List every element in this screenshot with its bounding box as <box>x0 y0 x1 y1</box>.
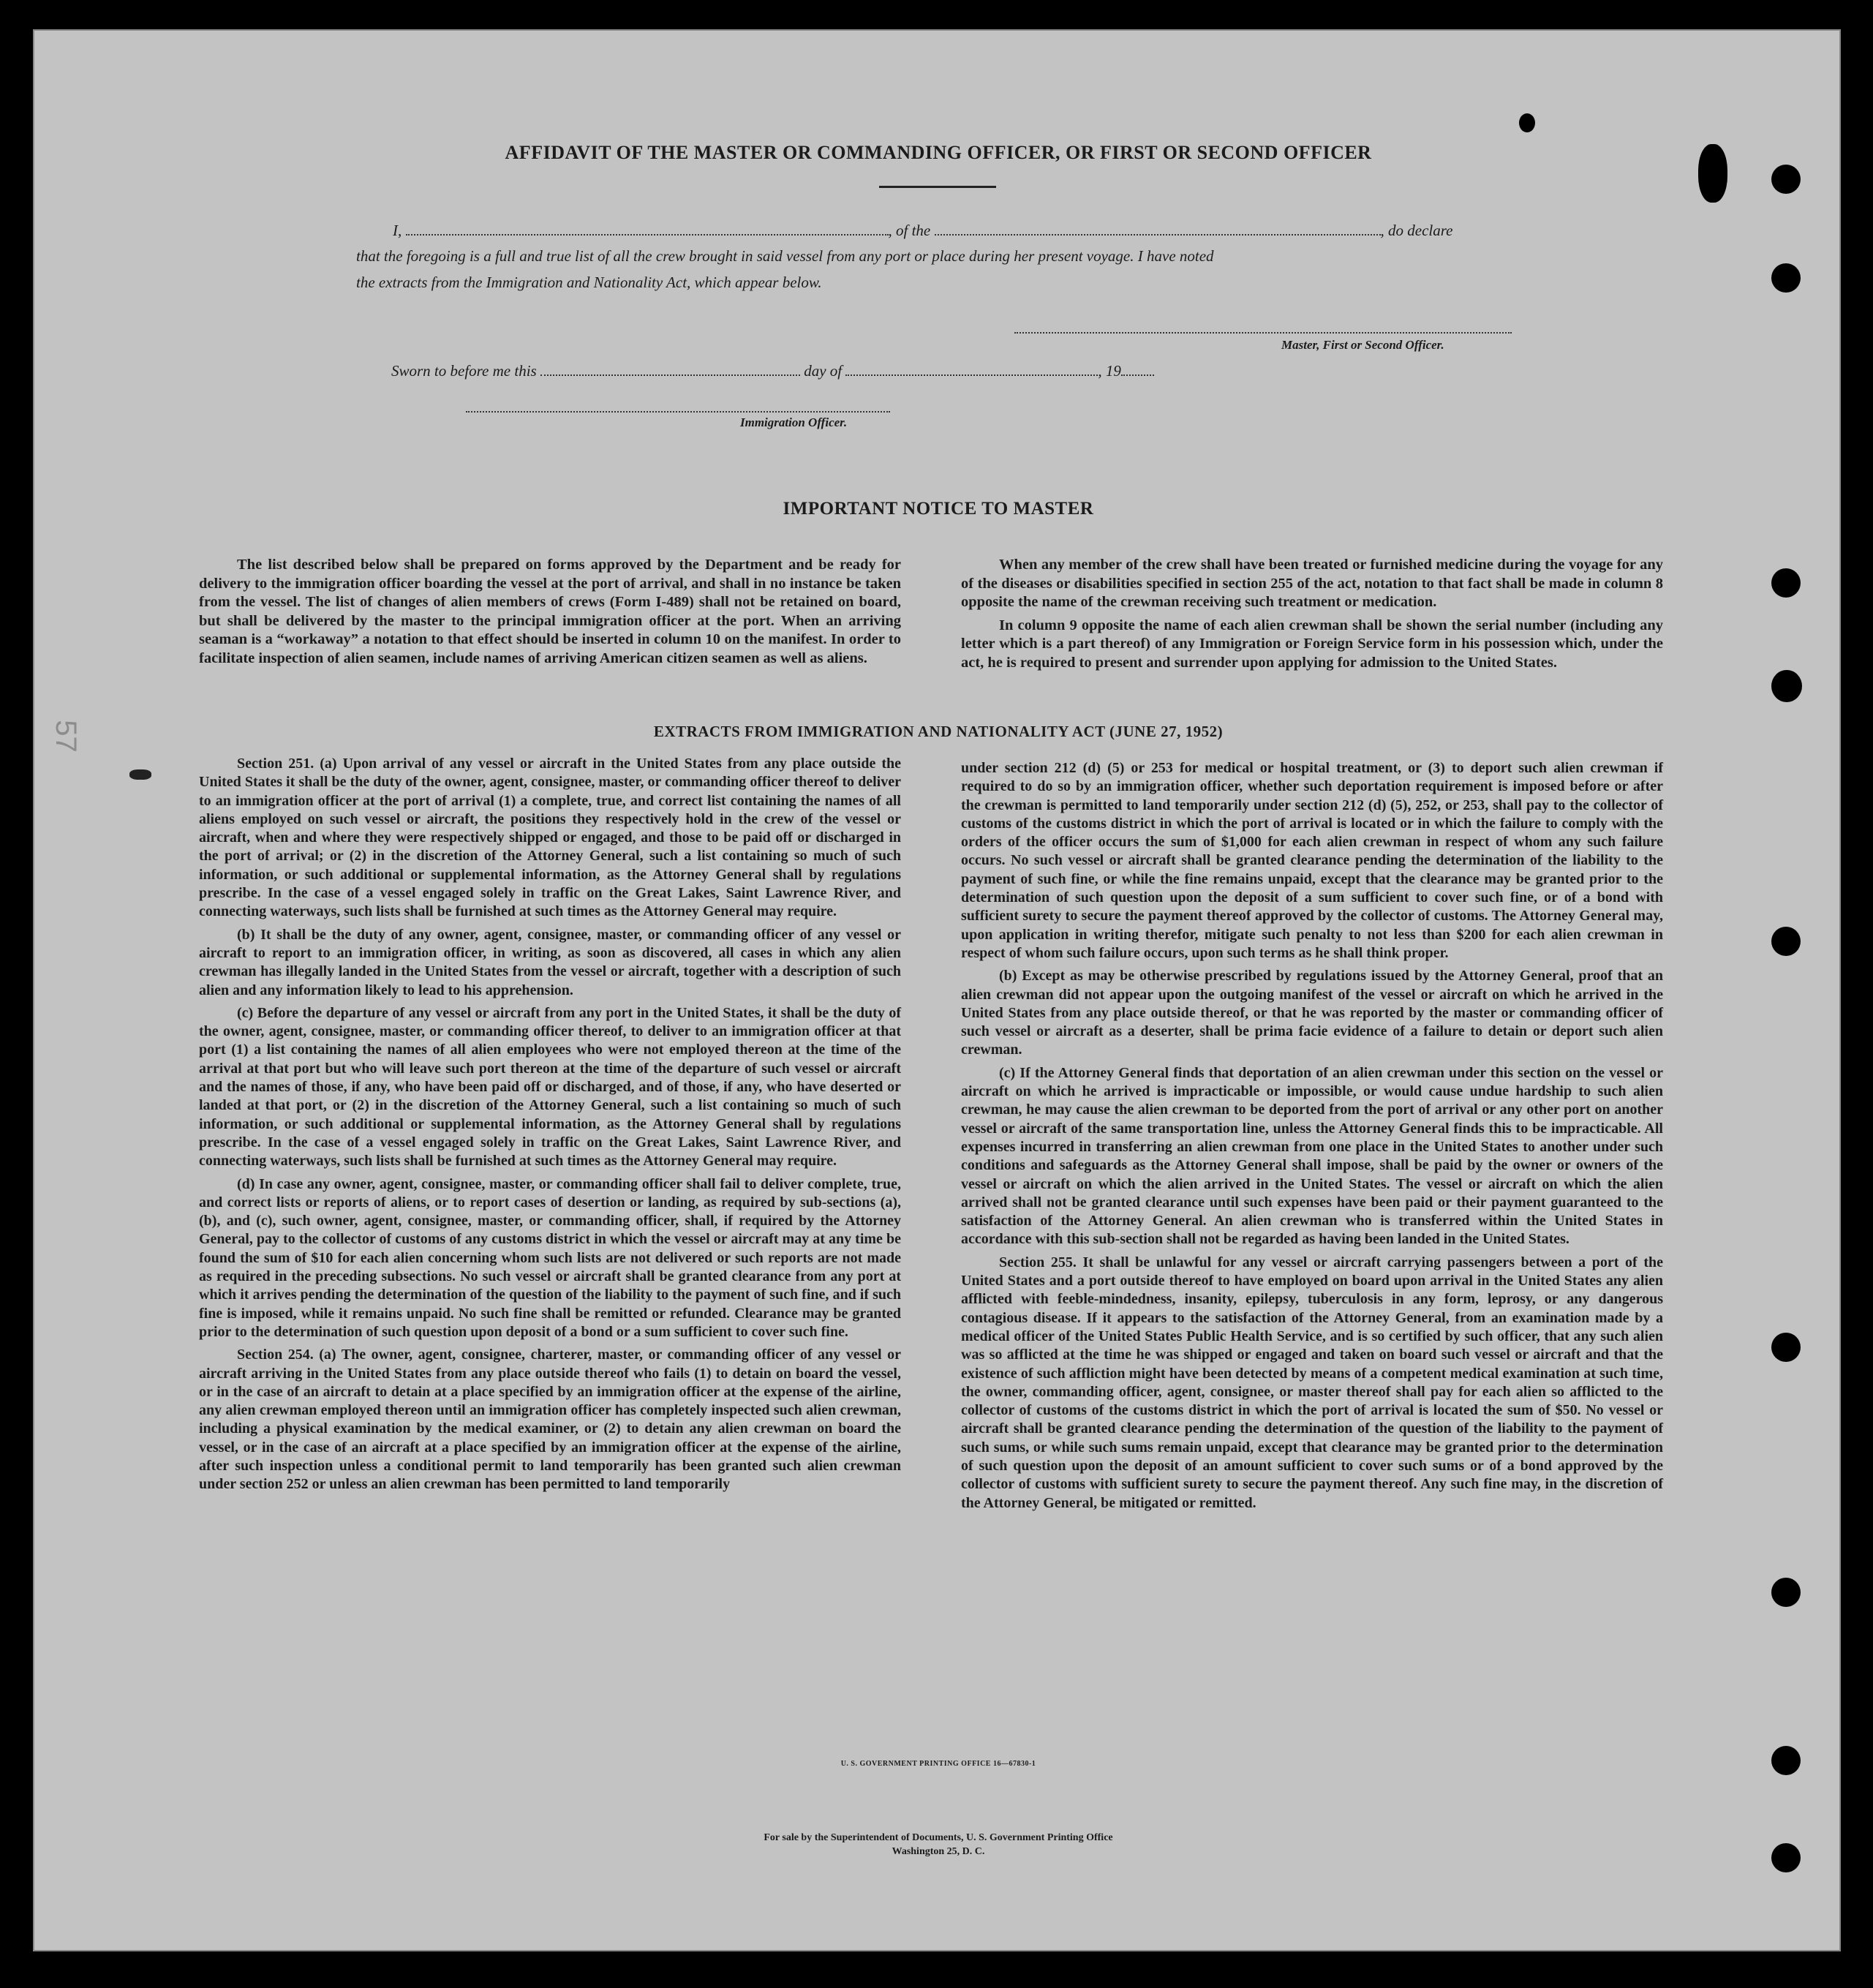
section-251a: Section 251. (a) Upon arrival of any vessel or aircraft in the United States from any place outside the United States it shall be the duty of the owner, agent, consignee, master, or commanding officer thereof to deliver to an immigration officer at the port of arrival (1) a complete, true, and correct list containing the names of all aliens employed on such vessel or aircraft, the positions they respectively hold in the crew of the vessel or aircraft, when and where they were respectively shipped or engaged, and those to be paid off or discharged in the port of arrival; or (2) in the discretion of the Attorney General, such a list containing so much of such information, or such additional or supplemental information, as the Attorney General shall by regulations prescribe. In the case of a vessel engaged solely in traffic on the Great Lakes, Saint Lawrence River, and connecting waterways, such lists shall be furnished at such times as the Attorney General may require. <box>199 756 901 920</box>
affidavit-line-2: that the foregoing is a full and true list of all the crew brought in said vessel from any port or place during her present voyage. I have noted <box>356 247 1214 265</box>
extracts-left-column <box>199 755 901 1499</box>
year-field[interactable] <box>1121 361 1154 376</box>
binder-hole <box>1771 568 1801 598</box>
line1-end: , do declare <box>1380 222 1453 239</box>
binder-hole <box>1771 1746 1801 1775</box>
line1-of: , of the <box>888 222 931 239</box>
notice-right-paragraph-2: In column 9 opposite the name of each alien crewman shall be shown the serial number (including any letter which is a part thereof) of any Immigration or Foreign Service form in his possession which, under the act, he is required to present and surrender upon applying for admission to the United States. <box>961 617 1663 671</box>
sworn-line <box>391 361 1327 380</box>
officer-caption: Immigration Officer. <box>740 415 848 429</box>
extracts-title: EXTRACTS FROM IMMIGRATION AND NATIONALITY ACT (JUNE 27, 1952) <box>653 723 1224 740</box>
affidavit-line-3: the extracts from the Immigration and Nationality Act, which appear below. <box>356 274 822 291</box>
binder-hole <box>1771 1578 1801 1607</box>
extracts-right-column <box>961 759 1663 1517</box>
section-254b: (b) Except as may be otherwise prescribed by regulations issued by the Attorney General, proof that an alien crewman did not appear upon the outgoing manifest of the vessel or aircraft on which he arrived in the United States from any place outside thereof, or that he was reported by the master or commanding officer of such vessel or aircraft as a deserter, shall be prima facie evidence of a failure to detain or deport such alien crewman. <box>961 968 1663 1058</box>
gpo-imprint: U. S. GOVERNMENT PRINTING OFFICE 16—67830-1 <box>840 1760 1036 1768</box>
sale-notice-line-1: For sale by the Superintendent of Documents, U. S. Government Printing Office <box>764 1832 1113 1843</box>
notice-left-column <box>199 556 901 673</box>
title-rule <box>879 186 996 188</box>
section-251b: (b) It shall be the duty of any owner, agent, consignee, master, or commanding officer of any vessel or aircraft to report to an immigration officer, in writing, as soon as discovered, all cases in which any alien crewman has illegally landed in the United States from the vessel or aircraft, together with a description of such alien and any information likely to lead to his apprehension. <box>199 926 901 998</box>
sworn-day-field[interactable] <box>540 361 800 376</box>
torn-corner-mark <box>1698 144 1727 203</box>
section-251d: (d) In case any owner, agent, consignee, master, or commanding officer shall fail to deliver complete, true, and correct lists or reports of aliens, or to report cases of desertion or landing, as required by sub-sections (a), (b), and (c), such owner, agent, consignee, master, or commanding officer, shall, if required by the Attorney General, pay to the collector of customs of any customs district in which the vessel or aircraft may at any time be found the sum of $10 for each alien concerning whom such lists are not delivered or such reports are not made as required in the preceding subsections. No such vessel or aircraft shall be granted clearance from any port at which it arrives pending the determination of the question of the liability to the payment of such fine, and if such fine is imposed, while it remains unpaid. No such fine shall be remitted or refunded. Clearance may be granted prior to the determination of such question upon deposit of a bond or a sum sufficient to cover such fine. <box>199 1175 901 1340</box>
notice-left-paragraph: The list described below shall be prepared on forms approved by the Department and be ready for delivery to the immigration officer boarding the vessel at the port of arrival, and shall in no instance be taken from the vessel. The list of changes of alien members of crews (Form I-489) shall not be retained on board, but shall be delivered by the master to the principal immigration officer at the port. When an arriving seaman is a “workaway” a notation to that effect should be inserted in column 10 on the manifest. In order to facilitate inspection of alien seamen, include names of arriving American citizen seamen as well as aliens. <box>199 557 901 666</box>
binder-hole <box>1771 927 1801 956</box>
section-254a: Section 254. (a) The owner, agent, consignee, charterer, master, or commanding officer of any vessel or aircraft arriving in the United States from any place outside thereof who fails (1) to detain on board the vessel, or in the case of an aircraft to detain at a place specified by an immigration officer at the expense of the airline, any alien crewman employed thereon until an immigration officer has completely inspected such alien crewman, including a physical examination by the medical examiner, or (2) to detain any alien crewman on board the vessel, or in the case of an aircraft at a place specified by an immigration officer at the expense of the airline, after such inspection unless a conditional permit to land temporarily has been granted such alien crewman under section 252 or unless an alien crewman has been permitted to land temporarily <box>199 1347 901 1493</box>
section-254c: (c) If the Attorney General finds that deportation of an alien crewman under this section on the vessel or aircraft on which he arrived is impracticable or impossible, or would cause undue hardship to such alien crewman, he may cause the alien crewman to be deported from the port of arrival or any other port on another vessel or aircraft of the same transportation line, unless the Attorney General finds this to be impracticable. All expenses incurred in transferring an alien crewman from one place in the United States to another under such conditions and safeguards as the Attorney General shall impose, shall be paid by the owner or owners of the vessel or aircraft on which the alien arrived in the United States. The vessel or aircraft on which the alien arrived shall not be granted clearance until such expenses have been paid or their payment guaranteed to the satisfaction of the Attorney General. An alien crewman who is transferred within the United States in accordance with this sub-section shall not be regarded as having been landed in the United States. <box>961 1064 1663 1248</box>
sworn-month-field[interactable] <box>845 361 1098 376</box>
notice-right-paragraph-1: When any member of the crew shall have been treated or furnished medicine during the voyage for any of the diseases or disabilities specified in section 255 of the act, notation to that fact shall be made in column 8 opposite the name of the crewman receiving such treatment or medication. <box>961 557 1663 611</box>
name-field[interactable] <box>406 221 889 236</box>
signature-line[interactable] <box>1014 332 1512 334</box>
notice-right-column <box>961 556 1663 677</box>
signature-caption: Master, First or Second Officer. <box>1281 338 1444 352</box>
binder-hole <box>1771 165 1801 194</box>
binder-hole <box>1771 1843 1801 1872</box>
section-255: Section 255. It shall be unlawful for any vessel or aircraft carrying passengers between a port of the United States and a port outside thereof to have employed on board upon arrival in the United States any alien afflicted with feeble-mindedness, insanity, epilepsy, tuberculosis in any form, leprosy, or any dangerous contagious disease. If it appears to the satisfaction of the Attorney General, from an examination made by a medical officer of the United States Public Health Service, and is so certified by such officer, that any such alien was so afflicted at the time he was shipped or engaged and taken on board such vessel or aircraft and that the existence of such affliction might have been detected by means of a competent medical examination at such time, the owner, commanding officer, agent, consignee, or master thereof shall pay for each alien so afflicted to the collector of customs of the customs district in which the port of arrival is located the sum of $50. No vessel or aircraft shall be granted clearance pending the determination of the question of the liability to the payment of such sums, or while such sums remain unpaid, except that clearance may be granted prior to the determination of such question upon the deposit of an amount sufficient to cover such sums or of a bond approved by the collector of customs with sufficient surety to secure the payment thereof. Any such fine may, in the discretion of the Attorney General, be mitigated or remitted. <box>961 1254 1663 1511</box>
notice-title: IMPORTANT NOTICE TO MASTER <box>783 499 1094 519</box>
day-of-text: day of <box>804 362 843 380</box>
document-page <box>33 29 1841 1951</box>
sworn-text: Sworn to before me this <box>391 362 537 380</box>
vessel-field[interactable] <box>935 221 1381 236</box>
binder-hole <box>1771 1333 1801 1362</box>
margin-number: 57 <box>49 720 82 753</box>
line1-i: I, <box>393 222 402 239</box>
punch-mark <box>1519 113 1535 132</box>
section-251c: (c) Before the departure of any vessel or aircraft from any port in the United States, it shall be the duty of the owner, agent, consignee, master, or commanding officer thereof, to deliver to an immigration officer at that port (1) a list containing the names of all alien employees who were not employed thereon at the time of the arrival at that port but who will leave such port thereon at the time of the departure of such vessel or aircraft and the names of those, if any, who have been paid off or discharged, and of those, if any, who have deserted or landed at that port, or (2) in the discretion of the Attorney General, such a list containing so much of such information, or such additional or supplemental information, as the Attorney General shall by regulations prescribe. In the case of a vessel engaged solely in traffic on the Great Lakes, Saint Lawrence River, and connecting waterways, such lists shall be furnished at such times as the Attorney General may require. <box>199 1004 901 1170</box>
year-text: , 19 <box>1098 362 1121 380</box>
affidavit-title: AFFIDAVIT OF THE MASTER OR COMMANDING OFFICER, OR FIRST OR SECOND OFFICER <box>505 142 1372 163</box>
section-254a-continued: under section 212 (d) (5) or 253 for medical or hospital treatment, or (3) to deport such alien crewman if required to do so by an immigration officer, whether such deportation requirement is imposed before or after the crewman is permitted to land temporarily under section 212 (d) (5), 252, or 253, shall pay to the collector of customs of the customs district in which the port of arrival is located or in which the failure to comply with the orders of the officer occurs the sum of $1,000 for each alien crewman in respect of whom any such failure occurs. No such vessel or aircraft shall be granted clearance pending the determination of the liability to the payment of such fine, or while the fine remains unpaid, except that the clearance may be granted prior to the determination of such question upon the deposit of a sum sufficient to cover such fine, or of a bond with sufficient surety to secure the payment thereof approved by the collector of customs. The Attorney General may, upon application in writing therefor, mitigate such penalty to not less than $200 for each alien crewman in respect of whom such failure occurs, upon such terms as he shall think proper. <box>961 760 1663 961</box>
binder-hole <box>1771 263 1801 293</box>
binder-hole <box>1771 670 1802 702</box>
sale-notice-line-2: Washington 25, D. C. <box>892 1846 985 1857</box>
officer-signature-line[interactable] <box>466 411 890 413</box>
ink-smudge <box>129 769 151 780</box>
affidavit-line-1 <box>393 221 1548 240</box>
